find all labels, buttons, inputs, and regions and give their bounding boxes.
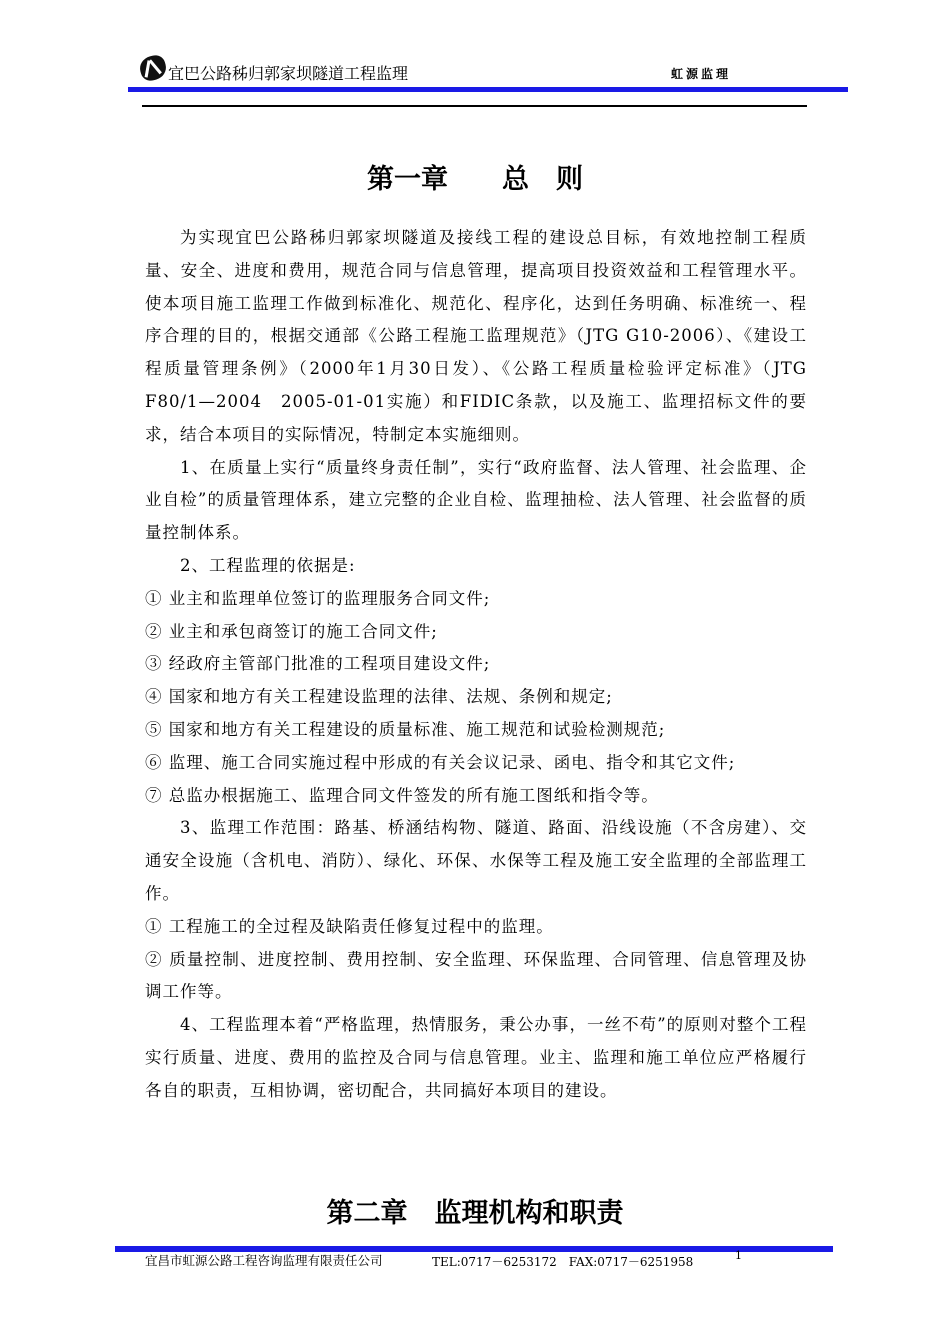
page-number: 1 <box>735 1249 742 1262</box>
header-accent-bar <box>128 87 848 92</box>
item-4-paragraph: 4、工程监理本着“严格监理，热情服务，秉公办事，一丝不苟”的原则对整个工程实行质量、进度、费用的监控及合同与信息管理。业主、监理和施工单位应严格履行各自的职责，互相协调，密切配合，共同搞好本项目的建设。 <box>145 1015 807 1100</box>
footer-accent-bar <box>115 1246 833 1252</box>
chapter-2-title: 第二章 监理机构和职责 <box>326 1198 624 1229</box>
basis-item-7: ⑦ 总监办根据施工、监理合同文件签发的所有施工图纸和指令等。 <box>145 785 659 805</box>
chapter-1-body <box>145 222 807 1108</box>
footer-contact: TEL:0717－6253172 FAX:0717－6251958 <box>432 1255 694 1269</box>
item-1-paragraph: 1、在质量上实行“质量终身责任制”，实行“政府监督、法人管理、社会监理、企业自检”的质量管理体系，建立完整的企业自检、监理抽检、法人管理、社会监督的质量控制体系。 <box>145 457 807 543</box>
basis-item-6: ⑥ 监理、施工合同实施过程中形成的有关会议记录、函电、指令和其它文件; <box>145 752 736 772</box>
header-org: 虹源监理 <box>671 67 732 81</box>
intro-paragraph: 为实现宜巴公路秭归郭家坝隧道及接线工程的建设总目标，有效地控制工程质量、安全、进度和费用，规范合同与信息管理，提高项目投资效益和工程管理水平。使本项目施工监理工作做到标准化、规范化、程序化，达到任务明确、标准统一、程序合理的目的，根据交通部《公路工程施工监理规范》（JTG G10-2006）、《建设工程质量管理条例》（2000年1月30日发）、《公路工程质量检验评定标准》（JTG F80/1—2004 2005-01-01实施）和FIDIC条款，以及施工、监理招标文件的要求，结合本项目的实际情况，特制定本实施细则。 <box>145 228 807 444</box>
item-2-heading: 2、工程监理的依据是: <box>180 555 356 575</box>
basis-item-2: ② 业主和承包商签订的施工合同文件; <box>145 621 438 641</box>
scope-item-2: ② 质量控制、进度控制、费用控制、安全监理、环保监理、合同管理、信息管理及协调工作等。 <box>145 949 807 1002</box>
header-rule <box>142 105 807 107</box>
company-logo <box>137 53 168 83</box>
basis-item-4: ④ 国家和地方有关工程建设监理的法律、法规、条例和规定; <box>145 687 613 707</box>
item-3-paragraph: 3、监理工作范围：路基、桥涵结构物、隧道、路面、沿线设施（不含房建）、交通安全设施（含机电、消防）、绿化、环保、水保等工程及施工安全监理的全部监理工作。 <box>145 818 807 903</box>
basis-item-3: ③ 经政府主管部门批准的工程项目建设文件; <box>145 654 491 674</box>
footer-company: 宜昌市虹源公路工程咨询监理有限责任公司 <box>145 1253 383 1268</box>
chapter-1-title: 第一章 总 则 <box>367 164 583 195</box>
basis-item-5: ⑤ 国家和地方有关工程建设的质量标准、施工规范和试验检测规范; <box>145 719 666 739</box>
header-title: 宜巴公路秭归郭家坝隧道工程监理 <box>168 64 409 83</box>
basis-item-1: ① 业主和监理单位签订的监理服务合同文件; <box>145 588 491 608</box>
scope-item-1: ① 工程施工的全过程及缺陷责任修复过程中的监理。 <box>145 916 554 936</box>
